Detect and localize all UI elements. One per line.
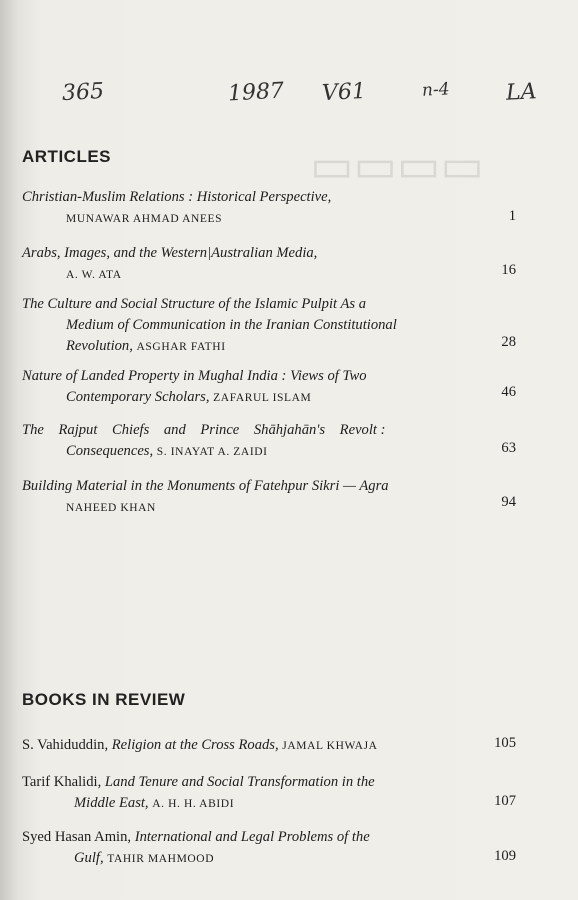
article-page-number: 94 (501, 494, 516, 510)
review-entry (22, 735, 522, 757)
books-in-review-heading: BOOKS IN REVIEW (22, 690, 186, 709)
article-author: ASGHAR FATHI (136, 341, 226, 353)
article-title: Nature of Landed Property in Mughal India : Views of Two (22, 368, 367, 384)
article-title: Building Material in the Monuments of Fatehpur Sikri — Agra (22, 478, 389, 494)
review-entry (22, 772, 522, 815)
article-author: MUNAWAR AHMAD ANEES (66, 213, 223, 225)
article-title: Contemporary Scholars, (66, 389, 210, 405)
reviewer: JAMAL KHWAJA (282, 740, 378, 752)
book-title: Middle East, (74, 795, 149, 811)
article-page-number: 63 (501, 440, 516, 456)
handwritten-note: 365 (61, 78, 105, 107)
reviewer: A. H. H. ABIDI (152, 798, 235, 810)
article-entry (22, 366, 522, 409)
article-author: NAHEED KHAN (66, 502, 156, 514)
article-title: Christian-Muslim Relations : Historical Perspective, (22, 189, 332, 205)
article-entry (22, 187, 522, 230)
review-page-number: 107 (494, 793, 516, 809)
book-author: S. Vahiduddin, (22, 737, 109, 753)
handwritten-notes (0, 80, 578, 120)
book-author: Syed Hasan Amin, (22, 829, 132, 845)
article-author: S. INAYAT A. ZAIDI (156, 446, 268, 458)
article-title: Revolution, (66, 338, 133, 354)
article-title: The Rajput Chiefs and Prince Shāhjahān's Revolt : (22, 422, 386, 438)
article-entry (22, 476, 522, 519)
book-title: Religion at the Cross Roads, (111, 737, 279, 753)
review-entry (22, 827, 522, 870)
review-page-number: 105 (494, 735, 516, 751)
article-author: ZAFARUL ISLAM (213, 392, 312, 404)
article-title: Arabs, Images, and the Western|Australian Media, (22, 245, 318, 261)
articles-heading: ARTICLES (22, 147, 111, 166)
handwritten-note: LA (505, 79, 538, 106)
book-title: Land Tenure and Social Transformation in the (104, 774, 375, 790)
article-title: Medium of Communication in the Iranian Constitutional (66, 317, 397, 333)
show-through-text: ▭▭▭▭ (310, 140, 484, 191)
article-author: A. W. ATA (66, 269, 122, 281)
article-title: Consequences, (66, 443, 154, 459)
book-title: International and Legal Problems of the (134, 829, 370, 845)
article-entry (22, 420, 522, 463)
handwritten-note: V61 (321, 78, 367, 107)
article-entry (22, 243, 522, 286)
reviewer: TAHIR MAHMOOD (107, 853, 215, 865)
handwritten-note: n-4 (421, 79, 451, 101)
article-entry (22, 294, 522, 358)
article-page-number: 1 (508, 208, 516, 224)
book-author: Tarif Khalidi, (22, 774, 102, 790)
handwritten-note: 1987 (227, 78, 285, 107)
book-title: Gulf, (74, 850, 104, 866)
article-page-number: 46 (501, 384, 516, 400)
article-page-number: 16 (501, 262, 516, 278)
article-page-number: 28 (501, 334, 516, 350)
review-page-number: 109 (494, 848, 516, 864)
article-title: The Culture and Social Structure of the Islamic Pulpit As a (22, 296, 367, 312)
